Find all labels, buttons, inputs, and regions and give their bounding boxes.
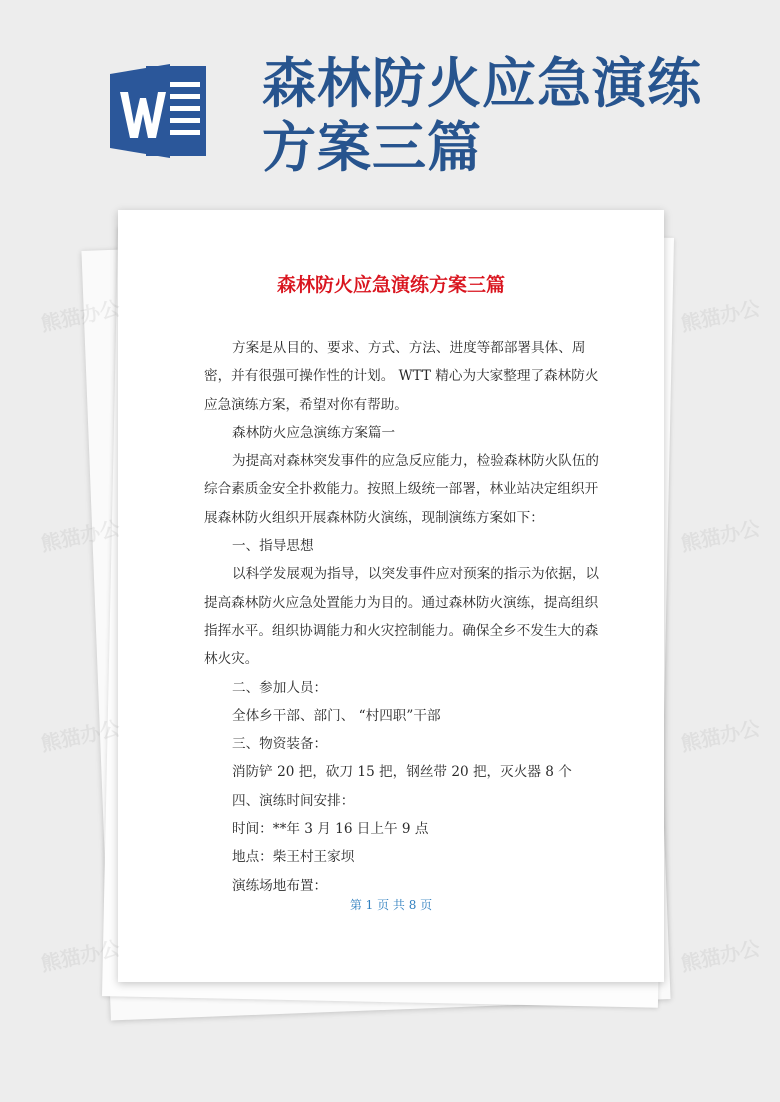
watermark: 熊猫办公 [38, 715, 122, 757]
paragraph: 以科学发展观为指导，以突发事件应对预案的指示为依据，以提高森林防火应急处置能力为目的。通过森林防火演练，提高组织指挥水平。组织协调能力和火灾控制能力。确保全乡不发生大的森林火灾。 [204, 566, 600, 668]
paragraph: 四、演练时间安排： [232, 792, 355, 809]
document-title: 森林防火应急演练方案三篇 [276, 274, 505, 296]
paragraph: 地点：柴王村王家坝 [232, 849, 355, 866]
page-number-footer: 第 1 页 共 8 页 [349, 898, 433, 912]
paragraph: 为提高对森林突发事件的应急反应能力，检验森林防火队伍的综合素质金安全扑救能力。按照上级统一部署，林业站决定组织开展森林防火组织开展森林防火演练，现制演练方案如下： [204, 453, 600, 526]
paragraph: 演练场地布置： [232, 877, 328, 894]
word-icon [108, 60, 208, 160]
watermark: 熊猫办公 [38, 295, 122, 337]
watermark: 熊猫办公 [678, 715, 762, 757]
document-page [118, 210, 664, 982]
banner-title-line1: 森林防火应急演练 [262, 52, 702, 115]
paragraph: 时间：**年 3 月 16 日上午 9 点 [232, 821, 429, 838]
paragraph: 二、参加人员： [232, 679, 328, 696]
document-body [204, 334, 602, 900]
paragraph: 消防铲 20 把，砍刀 15 把，钢丝带 20 把，灭火器 8 个 [232, 764, 572, 781]
watermark: 熊猫办公 [678, 935, 762, 977]
paragraph: 方案是从目的、要求、方式、方法、进度等都部署具体、周密，并有很强可操作性的计划。 WTT 精心为大家整理了森林防火应急演练方案，希望对你有帮助。 [204, 340, 599, 413]
paragraph: 三、物资装备： [232, 736, 328, 753]
banner-title [262, 52, 742, 180]
watermark: 熊猫办公 [38, 515, 122, 557]
watermark: 熊猫办公 [678, 515, 762, 557]
watermark: 熊猫办公 [38, 935, 122, 977]
paragraph: 一、指导思想 [232, 538, 314, 555]
banner [0, 0, 780, 200]
watermark: 熊猫办公 [678, 295, 762, 337]
banner-title-line2: 方案三篇 [262, 116, 482, 179]
paragraph: 全体乡干部、部门、 “村四职”干部 [232, 707, 441, 724]
paragraph: 森林防火应急演练方案篇一 [232, 424, 396, 441]
